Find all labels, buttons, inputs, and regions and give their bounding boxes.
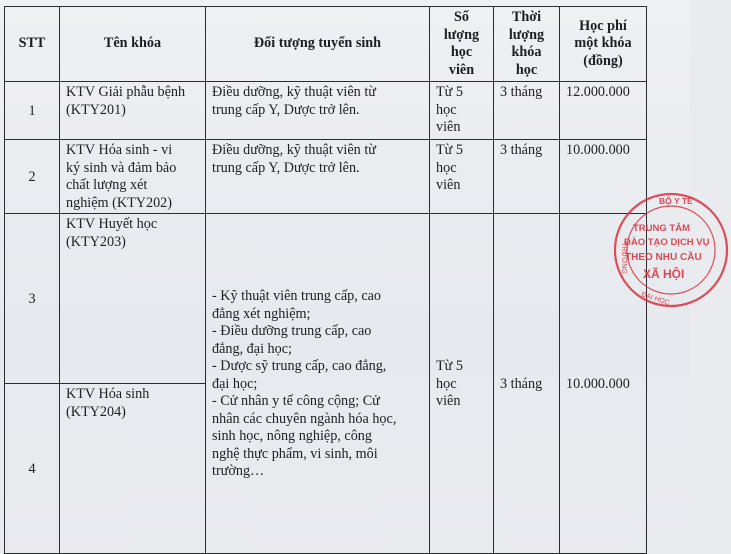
merged-students: Từ 5 học viên (430, 214, 494, 554)
row-1-stt: 1 (5, 82, 60, 140)
stamp-ring-left: TRƯỜNG (620, 242, 627, 274)
merged-target: - Kỹ thuật viên trung cấp, cao đẳng xét nghiệm; - Điều dưỡng trung cấp, cao đẳng, đại học; - Dược sỹ trung cấp, cao đẳng, đại học; - Cử nhân y tế công cộng; Cử nhân các chuyên ngành hóa học, sinh học, nông nghiệp, công nghệ thực phẩm, vi sinh, môi trường… (206, 214, 430, 554)
merged-duration: 3 tháng (494, 214, 560, 554)
row-1-fee: 12.000.000 (560, 82, 647, 140)
table-row (5, 82, 647, 140)
header-student-count: Số lượng học viên (430, 7, 494, 82)
cropped-footer-text (40, 548, 340, 554)
header-stt: STT (5, 7, 60, 82)
row-2-course: KTV Hóa sinh - vi ký sinh và đảm bảo chất lượng xét nghiệm (KTY202) (60, 140, 206, 214)
row-1-target: Điều dưỡng, kỹ thuật viên từ trung cấp Y, Dược trở lên. (206, 82, 430, 140)
row-2-students: Từ 5 học viên (430, 140, 494, 214)
row-1-course: KTV Giải phẫu bệnh (KTY201) (60, 82, 206, 140)
row-1-students: Từ 5 học viên (430, 82, 494, 140)
row-1-duration: 3 tháng (494, 82, 560, 140)
row-2-duration: 3 tháng (494, 140, 560, 214)
row-2-stt: 2 (5, 140, 60, 214)
row-3-course: KTV Huyết học (KTY203) (60, 214, 206, 384)
red-seal-stamp (611, 190, 731, 310)
stamp-ring-bottom: ĐẠI HỌC (640, 291, 671, 307)
header-fee: Học phí một khóa (đồng) (560, 7, 647, 82)
header-course-name: Tên khóa (60, 7, 206, 82)
header-target-students: Đối tượng tuyển sinh (206, 7, 430, 82)
table-row (5, 214, 647, 384)
stamp-line-2: ĐÀO TẠO DỊCH VỤ (624, 237, 710, 248)
row-4-course: KTV Hóa sinh (KTY204) (60, 384, 206, 554)
row-4-stt: 4 (5, 384, 60, 554)
stamp-line-4: XÃ HỘI (643, 267, 685, 281)
table-row (5, 140, 647, 214)
header-duration: Thời lượng khóa học (494, 7, 560, 82)
merged-fee: 10.000.000 (560, 214, 647, 554)
row-2-target: Điều dưỡng, kỹ thuật viên từ trung cấp Y, Dược trở lên. (206, 140, 430, 214)
stamp-line-1: TRUNG TÂM (633, 223, 690, 234)
stamp-top-text: BỘ Y TẾ (659, 196, 693, 206)
row-3-stt: 3 (5, 214, 60, 384)
header-row (5, 7, 647, 82)
tuition-table (4, 6, 647, 554)
stamp-line-3: THEO NHU CẦU (625, 252, 702, 263)
row-2-fee: 10.000.000 (560, 140, 647, 214)
